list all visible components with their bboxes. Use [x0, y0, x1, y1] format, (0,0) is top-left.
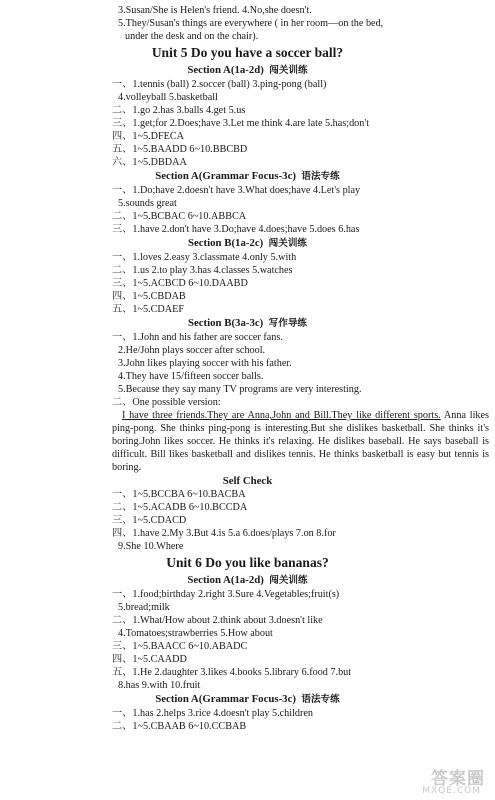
section-title: Section B(1a-2c): [187, 237, 264, 249]
section-heading: [0, 573, 495, 588]
text-line: 三、1~5.BAACC 6~10.ABADC: [112, 641, 248, 652]
text-line: 8.has 9.with 10.fruit: [118, 680, 201, 691]
text-line: 一、1.Do;have 2.doesn't have 3.What does;have 4.Let's play: [112, 185, 361, 196]
section-tag: 写作导练: [268, 318, 308, 329]
section-title: Self Check: [222, 475, 273, 487]
text-line: 5.bread;milk: [118, 602, 170, 613]
text-line: 四、1.have 2.My 3.But 4.is 5.a 6.does/plays 7.on 8.for: [112, 528, 336, 539]
text-line: 六、1~5.DBDAA: [112, 157, 187, 168]
text-line: 四、1~5.CAADD: [112, 654, 187, 665]
text-line: 4.Tomatoes;strawberries 5.How about: [118, 628, 273, 639]
text-line: 三、1~5.CDACD: [112, 515, 187, 526]
text-line: 5.sounds great: [118, 198, 177, 209]
text-line: 二、1~5.ACADB 6~10.BCCDA: [112, 502, 248, 513]
text-line: 二、1.us 2.to play 3.has 4.classes 5.watches: [112, 265, 293, 276]
section-heading: [0, 474, 495, 488]
text-line: 二、One possible version:: [112, 397, 221, 408]
text-line: 二、1.What/How about 2.think about 3.doesn't like: [112, 615, 323, 626]
section-tag: 闯关训练: [269, 65, 308, 76]
section-heading: [0, 316, 495, 331]
section-tag: 闯关训练: [269, 575, 308, 586]
watermark-url: MXQE.COM: [422, 786, 481, 796]
text-line: 五、1~5.CDAEF: [112, 304, 185, 315]
text-line: 一、1.food;birthday 2.right 3.Sure 4.Vegetables;fruit(s): [112, 589, 340, 600]
text-line: 2.He/John plays soccer after school.: [118, 345, 266, 356]
text-line: 一、1.loves 2.easy 3.classmate 4.only 5.with: [112, 252, 297, 263]
unit6-title: Unit 6 Do you like bananas?: [166, 555, 329, 570]
unit5-title: Unit 5 Do you have a soccer ball?: [151, 45, 344, 60]
section-heading: [0, 63, 495, 78]
section-title: Section A(1a-2d): [187, 64, 264, 76]
text-line: 三、1~5.ACBCD 6~10.DAABD: [112, 278, 248, 289]
text-line: 4.They have 15/fifteen soccer balls.: [118, 371, 264, 382]
text-line: 四、1~5.DFECA: [112, 131, 185, 142]
section-title: Section A(Grammar Focus-3c): [155, 693, 296, 705]
text-line: 三、1.get;for 2.Does;have 3.Let me think 4.are late 5.has;don't: [112, 118, 370, 129]
section-title: Section B(3a-3c): [187, 317, 264, 329]
text-line: 5.Because they say many TV programs are very interesting.: [118, 384, 362, 395]
essay-underlined: I have three friends.They are Anna,John and Bill.They like different sports.: [122, 410, 441, 421]
section-title: Section A(1a-2d): [187, 574, 264, 586]
text-line: 二、1.go 2.has 3.balls 4.get 5.us: [112, 105, 246, 116]
text-line: 3.John likes playing soccer with his father.: [118, 358, 292, 369]
essay-text: Anna likes ping-pong. She thinks ping-pong is interesting.But she dislikes basketball. She thinks it's boring.John likes soccer. He thinks it's relaxing. He dislikes baseball. He says baseball is difficult. Bill likes basketball and dislikes tennis. He thinks basketball is easy but tennis is boring.: [112, 410, 489, 473]
text-line: 一、1.John and his father are soccer fans.: [112, 332, 283, 343]
essay-paragraph: [0, 409, 495, 474]
text-line: 9.She 10.Where: [118, 541, 184, 552]
section-tag: 闯关训练: [268, 238, 308, 249]
text-line: 五、1.He 2.daughter 3.likes 4.books 5.library 6.food 7.but: [112, 667, 352, 678]
text-line: 一、1.has 2.helps 3.rice 4.doesn't play 5.children: [112, 708, 314, 719]
section-heading: [0, 692, 495, 707]
text-line: 一、1~5.BCCBA 6~10.BACBA: [112, 489, 246, 500]
text-line: 二、1~5.BCBAC 6~10.ABBCA: [112, 211, 247, 222]
text-line: 4.volleyball 5.basketball: [118, 92, 218, 103]
text-line: 四、1~5.CBDAB: [112, 291, 186, 302]
section-title: Section A(Grammar Focus-3c): [155, 170, 296, 182]
watermark-logo: 答案圈: [431, 769, 485, 789]
text-line: under the desk and on the chair).: [125, 31, 259, 42]
text-line: 三、1.have 2.don't have 3.Do;have 4.does;have 5.does 6.has: [112, 224, 360, 235]
section-tag: 语法专练: [301, 694, 340, 705]
text-line: 五、1~5.BAADD 6~10.BBCBD: [112, 144, 248, 155]
text-line: 5.They/Susan's things are everywhere ( in her room—on the bed,: [118, 18, 384, 29]
text-line: 3.Susan/She is Helen's friend. 4.No,she doesn't.: [118, 5, 312, 16]
section-heading: [0, 169, 495, 184]
section-heading: [0, 236, 495, 251]
text-line: 一、1.tennis (ball) 2.soccer (ball) 3.ping-pong (ball): [112, 79, 327, 90]
text-line: 二、1~5.CBAAB 6~10.CCBAB: [112, 721, 247, 732]
section-tag: 语法专练: [301, 171, 340, 182]
